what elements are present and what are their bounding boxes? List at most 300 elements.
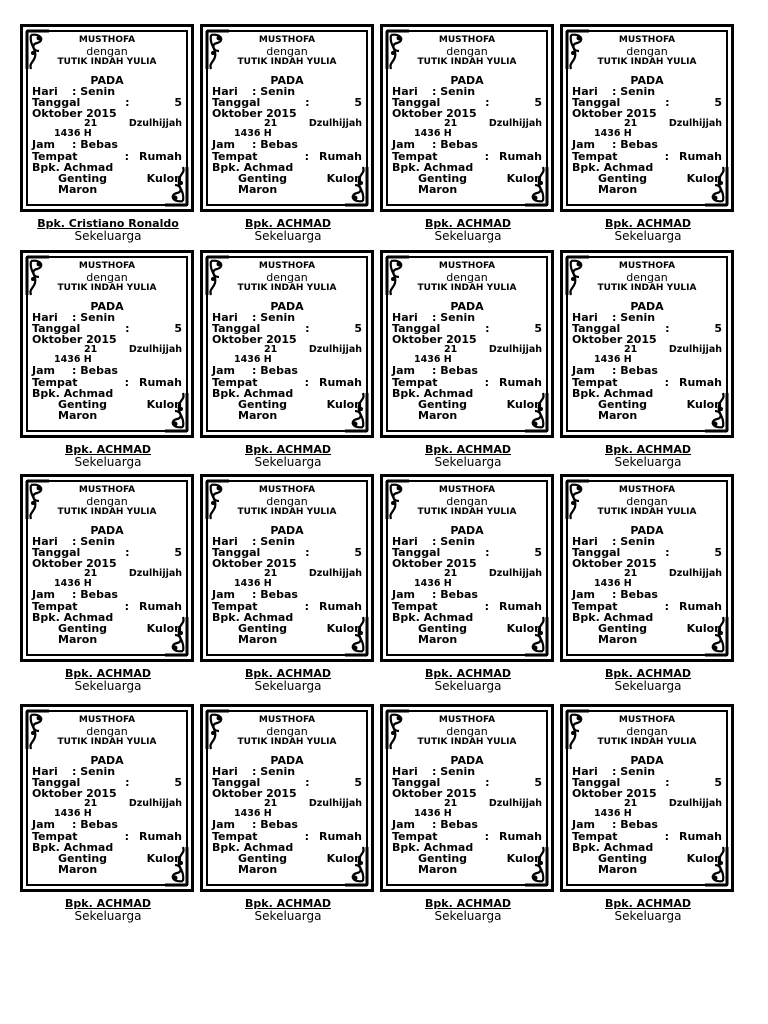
invitation-card [560,474,734,662]
bride-name: TUTIK INDAH YULIA [597,507,697,518]
pada-label: PADA [270,73,304,87]
tempat-label: Tempat [572,829,618,843]
pada-label: PADA [450,299,484,313]
card-content [212,485,362,645]
bride-name: TUTIK INDAH YULIA [57,283,157,294]
guest-name: Bpk. ACHMAD [425,217,511,230]
tanggal-colon: : [125,96,130,110]
guest-caption [378,898,558,923]
invitation-card [20,474,194,662]
place-line-1: Bpk. Achmad [572,610,654,624]
tempat-value: Rumah [318,375,362,389]
tempat-label: Tempat [392,375,438,389]
tanggal-day: 5 [534,96,542,110]
tempat-value: Rumah [498,829,542,843]
conjunction: dengan [446,271,488,285]
place-line-1: Bpk. Achmad [392,610,474,624]
place-genting: Genting [238,172,288,186]
jam-line [572,589,722,600]
place-kulon: Kulon [686,622,722,636]
bride-name: TUTIK INDAH YULIA [57,507,157,518]
invitation-label [18,24,198,250]
invitation-card [380,474,554,662]
hari-value: : Senin [612,534,656,548]
invitation-card [380,24,554,212]
card-content [392,261,542,421]
guest-family: Sekeluarga [614,455,682,469]
invitation-label [558,24,738,250]
tempat-label: Tempat [572,599,618,613]
jam-label: Jam [212,588,235,602]
place-line-2 [32,399,182,410]
groom-name: MUSTHOFA [438,715,496,725]
bride-name: TUTIK INDAH YULIA [417,737,517,748]
tanggal-day: 5 [534,546,542,560]
guest-family: Sekeluarga [434,909,502,923]
tanggal-label: Tanggal [212,546,261,560]
invitation-label [198,704,378,930]
tempat-label: Tempat [572,149,618,163]
hari-value: : Senin [72,534,116,548]
place-kulon: Kulon [326,172,362,186]
place-genting: Genting [598,398,648,412]
place-line-1: Bpk. Achmad [392,160,474,174]
card-content [32,715,182,875]
jam-label: Jam [32,818,55,832]
jam-value: : Bebas [432,588,478,602]
jam-label: Jam [392,138,415,152]
guest-family: Sekeluarga [254,229,322,243]
place-line-3: Maron [58,409,98,423]
label-row [18,24,738,250]
tanggal-label: Tanggal [392,96,441,110]
tempat-value: Rumah [678,829,722,843]
tanggal-month: Oktober 2015 [32,107,117,121]
jam-value: : Bebas [432,364,478,378]
guest-name: Bpk. ACHMAD [245,897,331,910]
guest-caption [18,898,198,923]
tempat-label: Tempat [392,149,438,163]
tempat-label: Tempat [572,375,618,389]
bride-name: TUTIK INDAH YULIA [237,737,337,748]
hijri-year: 1436 H [414,128,452,140]
place-kulon: Kulon [686,398,722,412]
bride-name: TUTIK INDAH YULIA [417,283,517,294]
guest-family: Sekeluarga [614,229,682,243]
invitation-label [198,24,378,250]
tanggal-label: Tanggal [392,546,441,560]
jam-label: Jam [392,818,415,832]
place-line-1: Bpk. Achmad [572,386,654,400]
tanggal-day: 5 [534,322,542,336]
tempat-label: Tempat [392,829,438,843]
tanggal-label: Tanggal [212,776,261,790]
hijri-year: 1436 H [54,578,92,590]
hari-value: : Senin [432,84,476,98]
guest-family: Sekeluarga [434,679,502,693]
card-content [572,261,722,421]
jam-line [572,819,722,830]
jam-label: Jam [392,588,415,602]
place-kulon: Kulon [326,622,362,636]
hari-value: : Senin [252,84,296,98]
tempat-colon: : [304,829,309,843]
jam-label: Jam [392,364,415,378]
tanggal-colon: : [665,776,670,790]
place-kulon: Kulon [326,398,362,412]
place-line-2 [392,853,542,864]
invitation-label [18,704,198,930]
tanggal-month: Oktober 2015 [212,557,297,571]
hari-label: Hari [32,310,58,324]
hijri-day: 21 [444,568,458,580]
hijri-year: 1436 H [414,808,452,820]
tanggal-colon: : [665,96,670,110]
tempat-colon: : [484,375,489,389]
tanggal-label: Tanggal [572,96,621,110]
conjunction: dengan [86,271,128,285]
hijri-day: 21 [264,118,278,130]
tanggal-month: Oktober 2015 [392,333,477,347]
place-line-2 [392,173,542,184]
groom-name: MUSTHOFA [78,35,136,45]
tempat-value: Rumah [318,149,362,163]
place-genting: Genting [598,852,648,866]
card-content [32,485,182,645]
place-kulon: Kulon [686,172,722,186]
tanggal-month: Oktober 2015 [572,787,657,801]
hijri-day: 21 [624,568,638,580]
guest-family: Sekeluarga [254,455,322,469]
hari-value: : Senin [612,84,656,98]
place-genting: Genting [418,398,468,412]
guest-caption [18,218,198,243]
hijri-month: Dzulhijjah [128,568,182,580]
jam-line [572,139,722,150]
hijri-year: 1436 H [234,808,272,820]
invitation-card [560,704,734,892]
jam-label: Jam [32,138,55,152]
hijri-day: 21 [444,118,458,130]
groom-name: MUSTHOFA [438,261,496,271]
guest-name: Bpk. ACHMAD [245,667,331,680]
pada-label: PADA [630,523,664,537]
guest-name: Bpk. ACHMAD [245,217,331,230]
bride-name: TUTIK INDAH YULIA [237,57,337,68]
hijri-year: 1436 H [234,578,272,590]
hijri-day: 21 [624,798,638,810]
pada-label: PADA [630,73,664,87]
hijri-day: 21 [84,118,98,130]
tanggal-colon: : [485,776,490,790]
conjunction: dengan [446,45,488,59]
jam-line [212,365,362,376]
place-line-3: Maron [58,863,98,877]
place-line-2 [572,623,722,634]
pada-label: PADA [630,753,664,767]
groom-name: MUSTHOFA [258,715,316,725]
tempat-colon: : [304,599,309,613]
place-genting: Genting [598,172,648,186]
invitation-label [558,704,738,930]
tempat-label: Tempat [212,375,258,389]
tempat-value: Rumah [318,829,362,843]
hijri-year: 1436 H [594,578,632,590]
invitation-card [560,250,734,438]
hari-label: Hari [212,534,238,548]
hari-label: Hari [392,764,418,778]
invitation-card [560,24,734,212]
jam-label: Jam [572,138,595,152]
place-kulon: Kulon [146,398,182,412]
tanggal-colon: : [305,776,310,790]
place-line-3: Maron [238,409,278,423]
place-genting: Genting [238,852,288,866]
tanggal-colon: : [125,776,130,790]
hijri-year: 1436 H [414,354,452,366]
card-content [212,261,362,421]
jam-label: Jam [572,588,595,602]
tempat-label: Tempat [212,599,258,613]
guest-family: Sekeluarga [434,229,502,243]
conjunction: dengan [266,725,308,739]
place-line-3: Maron [418,633,458,647]
groom-name: MUSTHOFA [78,715,136,725]
guest-family: Sekeluarga [74,679,142,693]
groom-name: MUSTHOFA [618,485,676,495]
invitation-label [378,474,558,704]
tanggal-month: Oktober 2015 [212,333,297,347]
hijri-month: Dzulhijjah [668,798,722,810]
invitation-card [380,704,554,892]
hari-label: Hari [212,764,238,778]
hijri-day: 21 [444,798,458,810]
place-genting: Genting [58,172,108,186]
place-genting: Genting [418,852,468,866]
jam-value: : Bebas [432,818,478,832]
tempat-colon: : [484,149,489,163]
place-kulon: Kulon [146,852,182,866]
place-line-3: Maron [238,183,278,197]
hari-value: : Senin [432,764,476,778]
groom-name: MUSTHOFA [618,715,676,725]
invitation-card [200,24,374,212]
place-line-1: Bpk. Achmad [32,386,114,400]
tanggal-day: 5 [354,322,362,336]
tempat-colon: : [484,829,489,843]
pada-label: PADA [90,73,124,87]
hijri-month: Dzulhijjah [668,118,722,130]
invitation-label [558,474,738,704]
guest-caption [18,444,198,469]
guest-family: Sekeluarga [254,909,322,923]
hari-label: Hari [212,310,238,324]
place-line-3: Maron [418,183,458,197]
jam-value: : Bebas [72,364,118,378]
hijri-month: Dzulhijjah [488,118,542,130]
groom-name: MUSTHOFA [618,261,676,271]
hari-value: : Senin [432,310,476,324]
pada-label: PADA [630,299,664,313]
jam-line [32,589,182,600]
card-content [212,35,362,195]
tanggal-label: Tanggal [572,546,621,560]
place-genting: Genting [418,622,468,636]
place-genting: Genting [418,172,468,186]
place-line-2 [572,853,722,864]
jam-label: Jam [572,364,595,378]
place-kulon: Kulon [506,852,542,866]
guest-family: Sekeluarga [254,679,322,693]
invitation-label [198,250,378,474]
hari-label: Hari [32,84,58,98]
place-line-2 [32,173,182,184]
hijri-year: 1436 H [54,354,92,366]
invitation-label [18,474,198,704]
place-line-2 [212,623,362,634]
bride-name: TUTIK INDAH YULIA [597,283,697,294]
tempat-value: Rumah [138,599,182,613]
invitation-label [18,250,198,474]
conjunction: dengan [626,45,668,59]
conjunction: dengan [86,725,128,739]
tempat-value: Rumah [318,599,362,613]
conjunction: dengan [266,45,308,59]
tanggal-colon: : [305,546,310,560]
place-line-2 [212,173,362,184]
place-line-1: Bpk. Achmad [212,840,294,854]
place-line-1: Bpk. Achmad [572,160,654,174]
tempat-colon: : [304,375,309,389]
place-line-2 [212,853,362,864]
tanggal-day: 5 [714,776,722,790]
tanggal-month: Oktober 2015 [572,557,657,571]
hari-value: : Senin [432,534,476,548]
jam-value: : Bebas [252,364,298,378]
hari-label: Hari [572,534,598,548]
card-content [572,35,722,195]
tempat-value: Rumah [678,149,722,163]
hari-value: : Senin [72,84,116,98]
hijri-day: 21 [264,344,278,356]
jam-value: : Bebas [72,138,118,152]
hijri-year: 1436 H [234,354,272,366]
jam-value: : Bebas [612,138,658,152]
pada-label: PADA [270,523,304,537]
place-line-2 [572,173,722,184]
conjunction: dengan [626,725,668,739]
groom-name: MUSTHOFA [78,261,136,271]
conjunction: dengan [86,495,128,509]
tempat-colon: : [124,149,129,163]
tanggal-day: 5 [354,776,362,790]
tanggal-colon: : [665,546,670,560]
tanggal-label: Tanggal [32,546,81,560]
conjunction: dengan [86,45,128,59]
jam-label: Jam [212,364,235,378]
tempat-colon: : [124,599,129,613]
tanggal-day: 5 [714,546,722,560]
card-content [392,485,542,645]
tanggal-colon: : [305,96,310,110]
conjunction: dengan [446,495,488,509]
tanggal-colon: : [665,322,670,336]
pada-label: PADA [450,73,484,87]
tanggal-colon: : [485,96,490,110]
guest-name: Bpk. ACHMAD [605,897,691,910]
jam-label: Jam [212,138,235,152]
tempat-colon: : [304,149,309,163]
place-line-3: Maron [598,633,638,647]
tanggal-label: Tanggal [212,322,261,336]
jam-label: Jam [212,818,235,832]
hijri-month: Dzulhijjah [308,118,362,130]
guest-name: Bpk. ACHMAD [605,443,691,456]
tempat-colon: : [484,599,489,613]
card-content [392,715,542,875]
place-genting: Genting [598,622,648,636]
invitation-card [380,250,554,438]
label-row [18,474,738,704]
hari-label: Hari [572,84,598,98]
tempat-colon: : [664,599,669,613]
hari-label: Hari [32,534,58,548]
guest-name: Bpk. ACHMAD [425,897,511,910]
hari-value: : Senin [72,764,116,778]
hijri-month: Dzulhijjah [128,798,182,810]
guest-caption [198,668,378,693]
place-line-2 [32,853,182,864]
place-line-3: Maron [418,409,458,423]
bride-name: TUTIK INDAH YULIA [597,737,697,748]
jam-line [212,139,362,150]
tanggal-day: 5 [354,96,362,110]
place-genting: Genting [238,622,288,636]
hijri-month: Dzulhijjah [308,568,362,580]
label-row [18,704,738,930]
hijri-day: 21 [84,568,98,580]
tempat-value: Rumah [138,829,182,843]
hijri-day: 21 [624,118,638,130]
guest-name: Bpk. ACHMAD [65,667,151,680]
hari-label: Hari [392,84,418,98]
jam-line [392,365,542,376]
place-line-2 [392,399,542,410]
guest-family: Sekeluarga [434,455,502,469]
pada-label: PADA [270,753,304,767]
hijri-month: Dzulhijjah [488,344,542,356]
jam-value: : Bebas [612,588,658,602]
tempat-label: Tempat [392,599,438,613]
guest-family: Sekeluarga [614,679,682,693]
place-line-3: Maron [238,633,278,647]
place-kulon: Kulon [326,852,362,866]
invitation-label [198,474,378,704]
jam-line [32,365,182,376]
invitation-card [200,474,374,662]
tanggal-month: Oktober 2015 [212,107,297,121]
tanggal-day: 5 [354,546,362,560]
tanggal-label: Tanggal [392,322,441,336]
place-line-3: Maron [598,409,638,423]
tanggal-month: Oktober 2015 [32,557,117,571]
jam-value: : Bebas [72,818,118,832]
guest-caption [558,218,738,243]
tanggal-label: Tanggal [572,322,621,336]
tanggal-colon: : [485,546,490,560]
hari-value: : Senin [72,310,116,324]
card-content [32,35,182,195]
